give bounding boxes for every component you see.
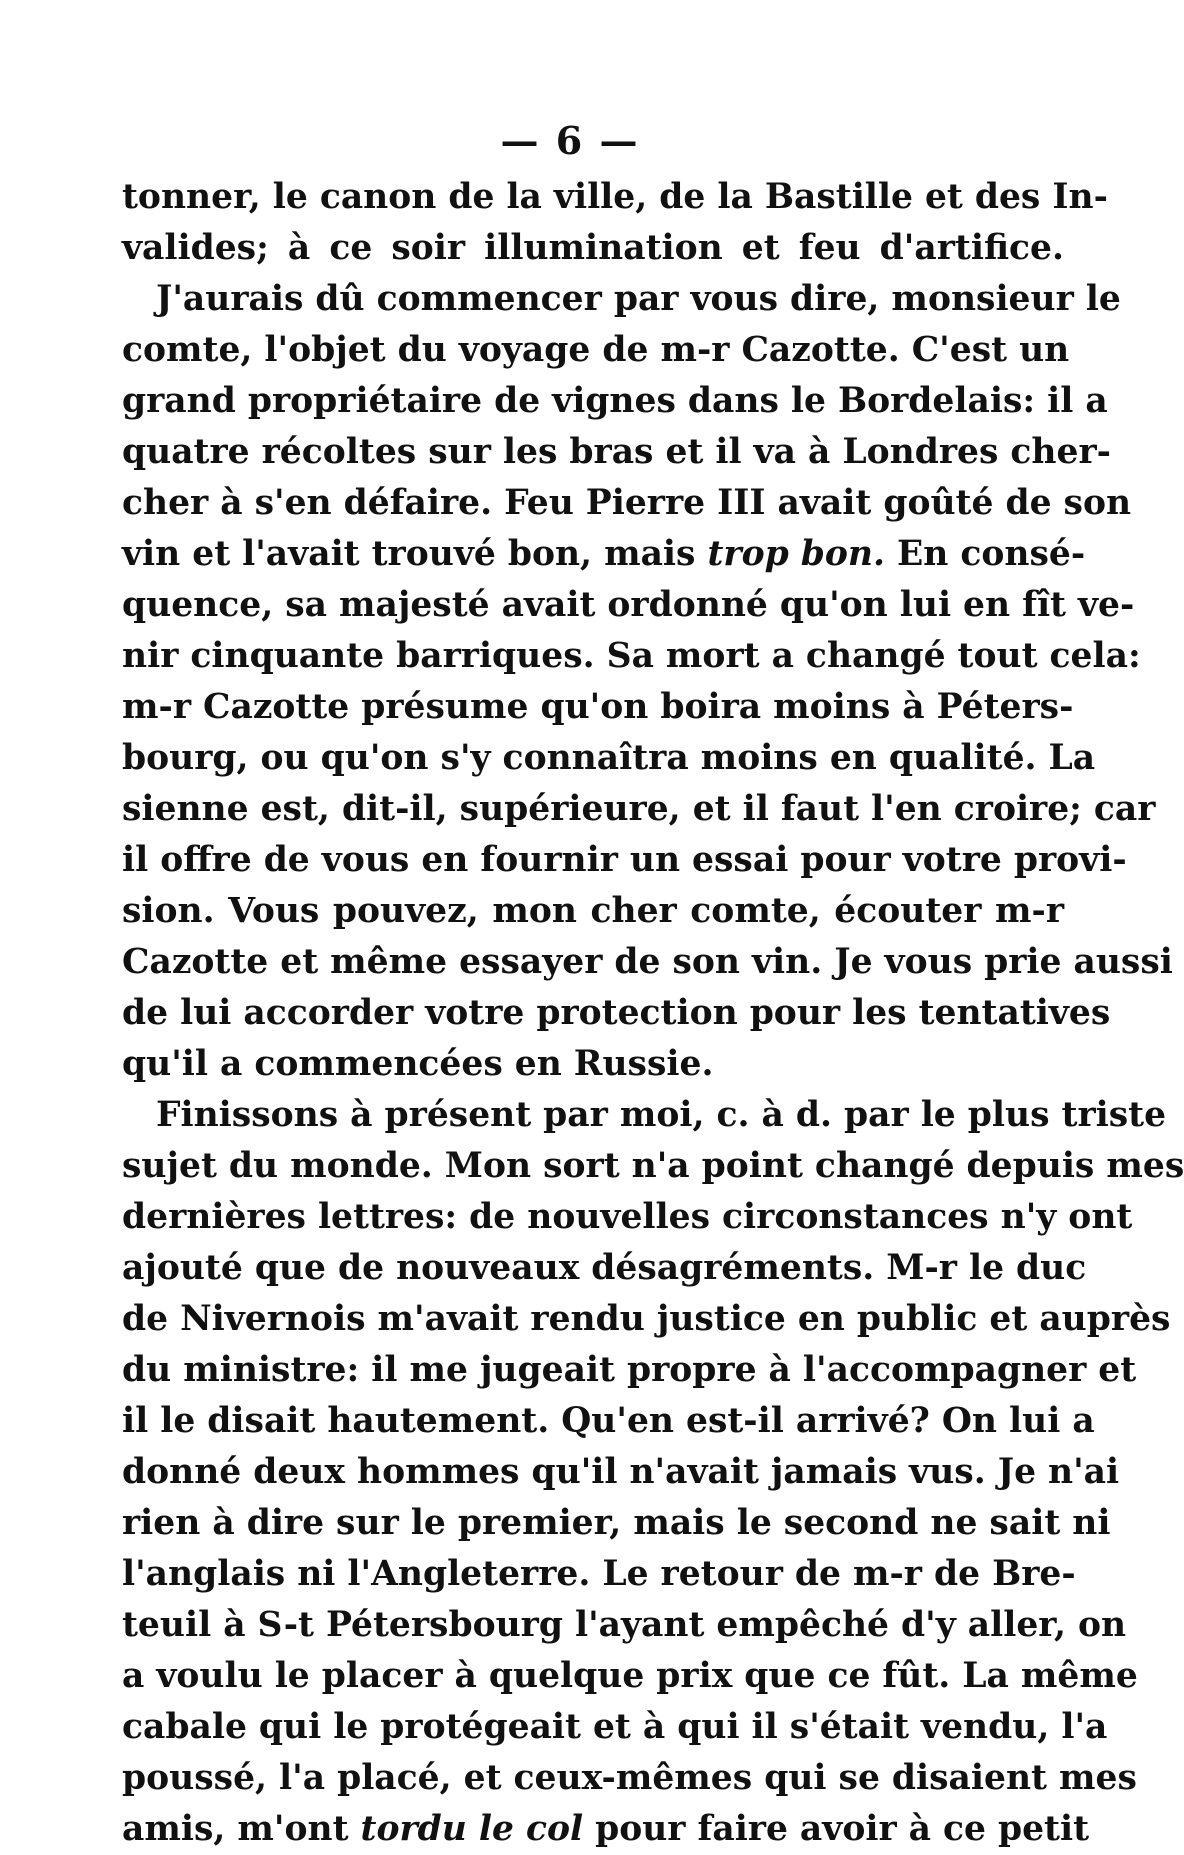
text-line: comte, l'objet du voyage de m-r Cazotte. C'est un (122, 330, 1070, 370)
text-line: valides; à ce soir illumination et feu d'artifice. (122, 228, 1064, 268)
text-line: rien à dire sur le premier, mais le second ne sait ni (122, 1503, 1111, 1543)
italic-emphasis: tordu le col (360, 1809, 584, 1849)
text-line: de lui accorder votre protection pour les tentatives (122, 993, 1111, 1033)
text-line: Cazotte et même essayer de son vin. Je vous prie aussi (122, 942, 1173, 982)
italic-emphasis: trop bon. (707, 534, 885, 574)
text-line: teuil à S-t Pétersbourg l'ayant empêché d'y aller, on (122, 1605, 1127, 1645)
text-line: ajouté que de nouveaux désagréments. M-r le duc (122, 1248, 1087, 1288)
text-line: il offre de vous en fournir un essai pour votre provi- (122, 840, 1127, 880)
text-line: de Nivernois m'avait rendu justice en public et auprès (122, 1299, 1171, 1339)
text-line: nir cinquante barriques. Sa mort a changé tout cela: (122, 636, 1141, 676)
text-line: grand propriétaire de vignes dans le Bordelais: il a (122, 381, 1108, 421)
text-line-italic (122, 529, 1086, 580)
text-segment: vin et l'avait trouvé bon, mais (122, 534, 708, 574)
text-line: m-r Cazotte présume qu'on boira moins à Péters- (122, 687, 1074, 727)
text-line: l'anglais ni l'Angleterre. Le retour de m-r de Bre- (122, 1554, 1076, 1594)
text-line: bourg, ou qu'on s'y connaîtra moins en qualité. La (122, 738, 1096, 778)
text-segment: pour faire avoir à ce petit (583, 1809, 1090, 1849)
text-line: quatre récoltes sur les bras et il va à Londres cher- (122, 432, 1111, 472)
text-line: du ministre: il me jugeait propre à l'accompagner et (122, 1350, 1137, 1390)
text-line: Finissons à présent par moi, c. à d. par le plus triste (156, 1095, 1167, 1135)
text-segment: En consé- (884, 534, 1086, 574)
text-line: tonner, le canon de la ville, de la Bastille et des In- (122, 177, 1108, 217)
text-line: qu'il a commencées en Russie. (122, 1044, 714, 1084)
text-line: sujet du monde. Mon sort n'a point changé depuis mes (122, 1146, 1184, 1186)
text-line: cabale qui le protégeait et à qui il s'était vendu, l'a (122, 1707, 1108, 1747)
page-number: — 6 — (500, 118, 640, 163)
text-line: J'aurais dû commencer par vous dire, monsieur le (156, 279, 1121, 319)
text-line: sienne est, dit-il, supérieure, et il faut l'en croire; car (122, 789, 1156, 829)
text-line: donné deux hommes qu'il n'avait jamais vus. Je n'ai (122, 1452, 1120, 1492)
text-line: dernières lettres: de nouvelles circonstances n'y ont (122, 1197, 1133, 1237)
text-line: cher à s'en défaire. Feu Pierre III avait goûté de son (122, 483, 1132, 523)
text-line: sion. Vous pouvez, mon cher comte, écouter m-r (122, 891, 1064, 931)
body-text (122, 172, 1184, 1855)
text-segment: amis, m'ont (122, 1809, 361, 1849)
text-line: quence, sa majesté avait ordonné qu'on lui en fît ve- (122, 585, 1135, 625)
text-line-italic (122, 1804, 1090, 1855)
text-line: a voulu le placer à quelque prix que ce fût. La même (122, 1656, 1138, 1696)
text-line: il le disait hautement. Qu'en est-il arrivé? On lui a (122, 1401, 1095, 1441)
text-line: poussé, l'a placé, et ceux-mêmes qui se disaient mes (122, 1758, 1137, 1798)
